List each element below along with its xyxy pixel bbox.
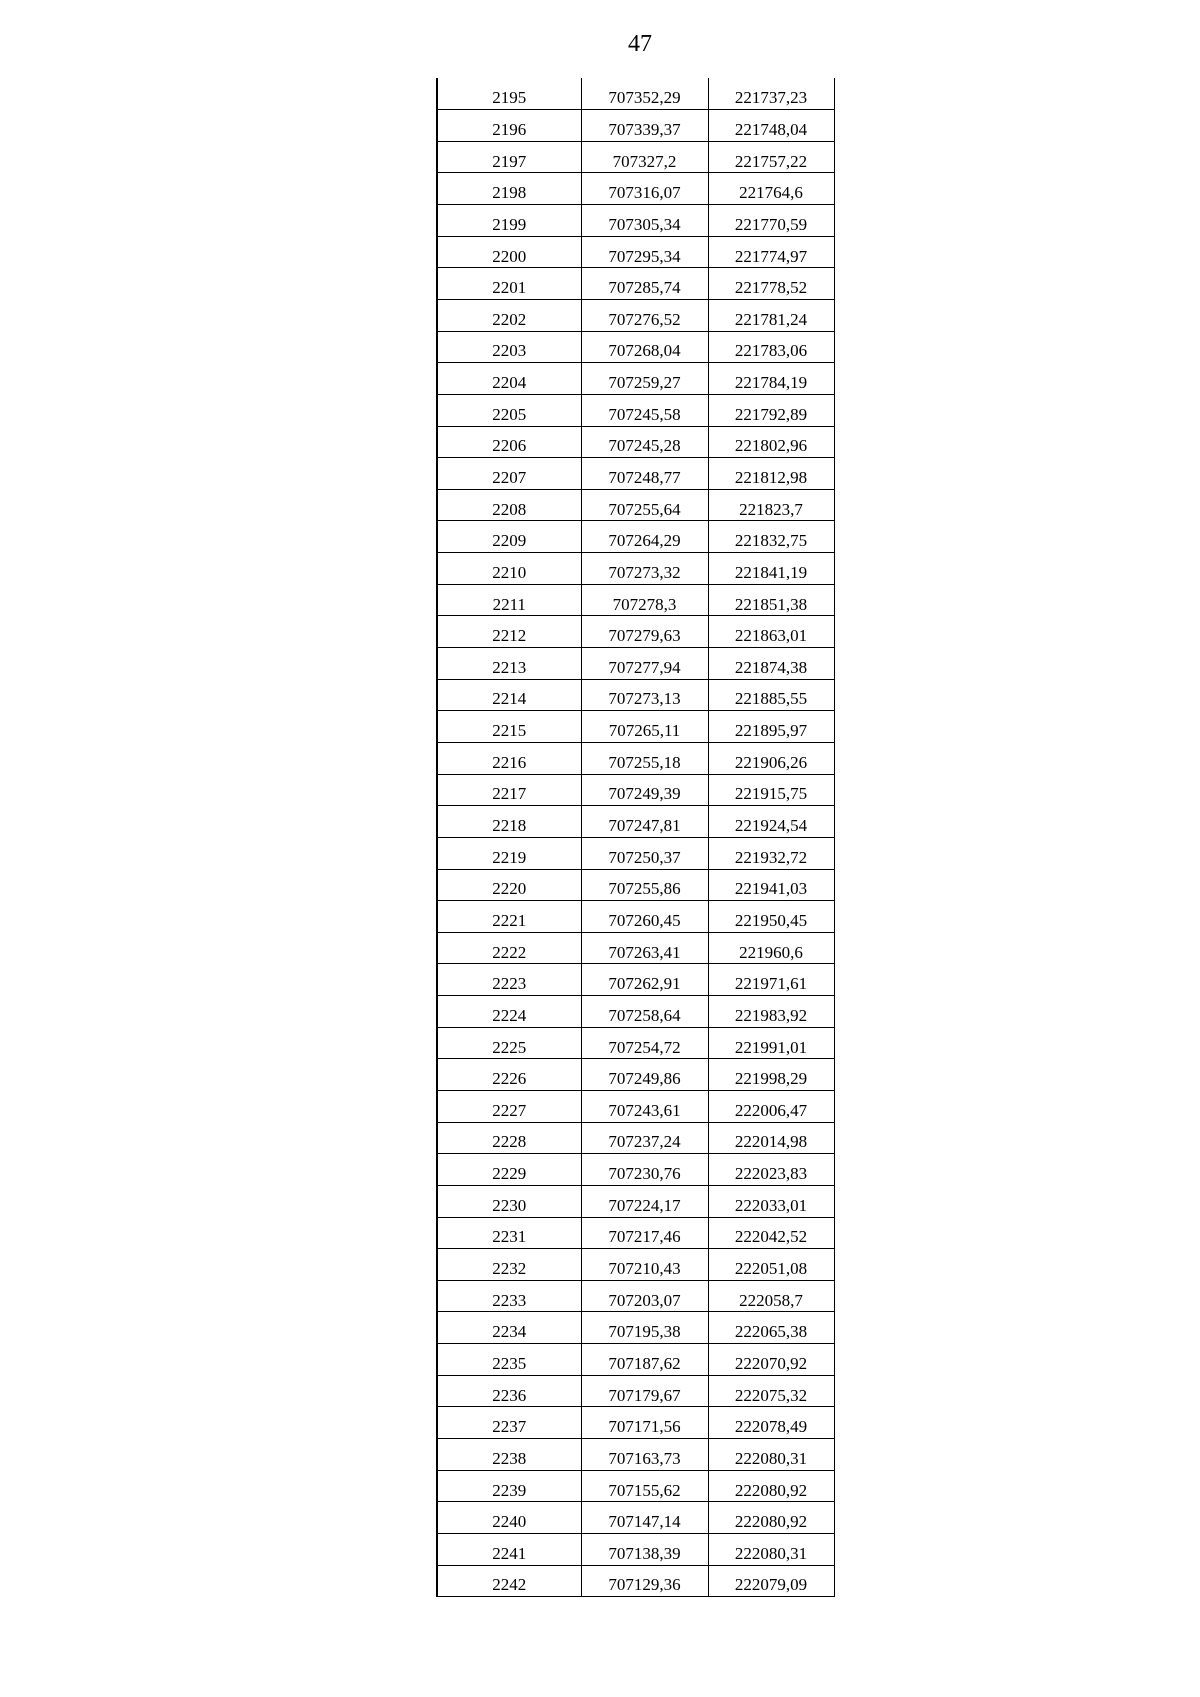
point-number-cell: 2231 (437, 1217, 581, 1249)
x-coordinate-cell: 707285,74 (581, 268, 708, 300)
x-coordinate-cell: 707276,52 (581, 299, 708, 331)
point-number-cell: 2221 (437, 901, 581, 933)
table-row (437, 1407, 834, 1439)
y-coordinate-cell: 222080,92 (708, 1502, 834, 1534)
y-coordinate-cell: 221950,45 (708, 901, 834, 933)
y-coordinate-cell: 222079,09 (708, 1565, 834, 1597)
table-row (437, 1470, 834, 1502)
y-coordinate-cell: 221774,97 (708, 236, 834, 268)
y-coordinate-cell: 221802,96 (708, 426, 834, 458)
table-row (437, 1185, 834, 1217)
y-coordinate-cell: 221770,59 (708, 205, 834, 237)
table-row (437, 331, 834, 363)
x-coordinate-cell: 707268,04 (581, 331, 708, 363)
x-coordinate-cell: 707155,62 (581, 1470, 708, 1502)
y-coordinate-cell: 222075,32 (708, 1375, 834, 1407)
x-coordinate-cell: 707248,77 (581, 458, 708, 490)
coordinates-table-body (437, 78, 834, 1597)
coordinates-table (436, 78, 835, 1597)
point-number-cell: 2212 (437, 616, 581, 648)
table-row (437, 679, 834, 711)
x-coordinate-cell: 707147,14 (581, 1502, 708, 1534)
y-coordinate-cell: 221863,01 (708, 616, 834, 648)
x-coordinate-cell: 707237,24 (581, 1122, 708, 1154)
y-coordinate-cell: 221781,24 (708, 299, 834, 331)
y-coordinate-cell: 221924,54 (708, 806, 834, 838)
table-row (437, 584, 834, 616)
y-coordinate-cell: 221757,22 (708, 141, 834, 173)
x-coordinate-cell: 707217,46 (581, 1217, 708, 1249)
x-coordinate-cell: 707250,37 (581, 837, 708, 869)
y-coordinate-cell: 221748,04 (708, 110, 834, 142)
point-number-cell: 2229 (437, 1154, 581, 1186)
point-number-cell: 2235 (437, 1344, 581, 1376)
table-row (437, 1502, 834, 1534)
table-row (437, 1344, 834, 1376)
table-row (437, 1154, 834, 1186)
x-coordinate-cell: 707179,67 (581, 1375, 708, 1407)
x-coordinate-cell: 707279,63 (581, 616, 708, 648)
y-coordinate-cell: 221832,75 (708, 521, 834, 553)
x-coordinate-cell: 707352,29 (581, 78, 708, 110)
point-number-cell: 2240 (437, 1502, 581, 1534)
point-number-cell: 2198 (437, 173, 581, 205)
x-coordinate-cell: 707316,07 (581, 173, 708, 205)
point-number-cell: 2209 (437, 521, 581, 553)
point-number-cell: 2238 (437, 1439, 581, 1471)
point-number-cell: 2214 (437, 679, 581, 711)
point-number-cell: 2204 (437, 363, 581, 395)
y-coordinate-cell: 222042,52 (708, 1217, 834, 1249)
table-row (437, 489, 834, 521)
y-coordinate-cell: 221812,98 (708, 458, 834, 490)
point-number-cell: 2210 (437, 553, 581, 585)
point-number-cell: 2224 (437, 996, 581, 1028)
y-coordinate-cell: 221841,19 (708, 553, 834, 585)
y-coordinate-cell: 221764,6 (708, 173, 834, 205)
x-coordinate-cell: 707171,56 (581, 1407, 708, 1439)
table-row (437, 1249, 834, 1281)
table-row (437, 458, 834, 490)
point-number-cell: 2202 (437, 299, 581, 331)
x-coordinate-cell: 707163,73 (581, 1439, 708, 1471)
table-row (437, 205, 834, 237)
point-number-cell: 2215 (437, 711, 581, 743)
table-row (437, 932, 834, 964)
x-coordinate-cell: 707224,17 (581, 1185, 708, 1217)
x-coordinate-cell: 707249,39 (581, 774, 708, 806)
point-number-cell: 2237 (437, 1407, 581, 1439)
table-row (437, 964, 834, 996)
x-coordinate-cell: 707259,27 (581, 363, 708, 395)
point-number-cell: 2205 (437, 394, 581, 426)
table-row (437, 110, 834, 142)
table-row (437, 742, 834, 774)
point-number-cell: 2217 (437, 774, 581, 806)
y-coordinate-cell: 221998,29 (708, 1059, 834, 1091)
table-row (437, 173, 834, 205)
table-row (437, 1312, 834, 1344)
y-coordinate-cell: 222065,38 (708, 1312, 834, 1344)
table-row (437, 78, 834, 110)
table-row (437, 1122, 834, 1154)
y-coordinate-cell: 221895,97 (708, 711, 834, 743)
x-coordinate-cell: 707277,94 (581, 648, 708, 680)
table-row (437, 299, 834, 331)
x-coordinate-cell: 707245,28 (581, 426, 708, 458)
table-row (437, 711, 834, 743)
y-coordinate-cell: 221783,06 (708, 331, 834, 363)
x-coordinate-cell: 707187,62 (581, 1344, 708, 1376)
table-row (437, 236, 834, 268)
y-coordinate-cell: 222058,7 (708, 1280, 834, 1312)
x-coordinate-cell: 707255,64 (581, 489, 708, 521)
y-coordinate-cell: 221906,26 (708, 742, 834, 774)
y-coordinate-cell: 221932,72 (708, 837, 834, 869)
table-row (437, 996, 834, 1028)
table-row (437, 1027, 834, 1059)
point-number-cell: 2206 (437, 426, 581, 458)
y-coordinate-cell: 221874,38 (708, 648, 834, 680)
point-number-cell: 2218 (437, 806, 581, 838)
y-coordinate-cell: 222051,08 (708, 1249, 834, 1281)
point-number-cell: 2201 (437, 268, 581, 300)
table-row (437, 1533, 834, 1565)
y-coordinate-cell: 222006,47 (708, 1091, 834, 1123)
y-coordinate-cell: 222023,83 (708, 1154, 834, 1186)
table-row (437, 1217, 834, 1249)
y-coordinate-cell: 221792,89 (708, 394, 834, 426)
x-coordinate-cell: 707260,45 (581, 901, 708, 933)
table-row (437, 553, 834, 585)
table-row (437, 1059, 834, 1091)
point-number-cell: 2226 (437, 1059, 581, 1091)
x-coordinate-cell: 707258,64 (581, 996, 708, 1028)
x-coordinate-cell: 707295,34 (581, 236, 708, 268)
x-coordinate-cell: 707195,38 (581, 1312, 708, 1344)
y-coordinate-cell: 221851,38 (708, 584, 834, 616)
table-row (437, 426, 834, 458)
table-row (437, 806, 834, 838)
table-row (437, 901, 834, 933)
table-row (437, 1280, 834, 1312)
y-coordinate-cell: 221983,92 (708, 996, 834, 1028)
x-coordinate-cell: 707263,41 (581, 932, 708, 964)
y-coordinate-cell: 221823,7 (708, 489, 834, 521)
x-coordinate-cell: 707255,18 (581, 742, 708, 774)
x-coordinate-cell: 707245,58 (581, 394, 708, 426)
point-number-cell: 2239 (437, 1470, 581, 1502)
point-number-cell: 2225 (437, 1027, 581, 1059)
y-coordinate-cell: 221885,55 (708, 679, 834, 711)
table-row (437, 837, 834, 869)
table-row (437, 363, 834, 395)
table-row (437, 869, 834, 901)
point-number-cell: 2230 (437, 1185, 581, 1217)
point-number-cell: 2222 (437, 932, 581, 964)
point-number-cell: 2227 (437, 1091, 581, 1123)
x-coordinate-cell: 707305,34 (581, 205, 708, 237)
point-number-cell: 2197 (437, 141, 581, 173)
x-coordinate-cell: 707339,37 (581, 110, 708, 142)
point-number-cell: 2200 (437, 236, 581, 268)
y-coordinate-cell: 221991,01 (708, 1027, 834, 1059)
point-number-cell: 2211 (437, 584, 581, 616)
point-number-cell: 2234 (437, 1312, 581, 1344)
point-number-cell: 2213 (437, 648, 581, 680)
point-number-cell: 2232 (437, 1249, 581, 1281)
point-number-cell: 2220 (437, 869, 581, 901)
y-coordinate-cell: 221941,03 (708, 869, 834, 901)
x-coordinate-cell: 707255,86 (581, 869, 708, 901)
x-coordinate-cell: 707273,13 (581, 679, 708, 711)
y-coordinate-cell: 222078,49 (708, 1407, 834, 1439)
table-row (437, 141, 834, 173)
x-coordinate-cell: 707249,86 (581, 1059, 708, 1091)
x-coordinate-cell: 707138,39 (581, 1533, 708, 1565)
point-number-cell: 2228 (437, 1122, 581, 1154)
point-number-cell: 2223 (437, 964, 581, 996)
point-number-cell: 2207 (437, 458, 581, 490)
x-coordinate-cell: 707203,07 (581, 1280, 708, 1312)
table-row (437, 616, 834, 648)
y-coordinate-cell: 222014,98 (708, 1122, 834, 1154)
table-row (437, 268, 834, 300)
y-coordinate-cell: 222080,31 (708, 1439, 834, 1471)
page-number: 47 (628, 31, 652, 57)
point-number-cell: 2196 (437, 110, 581, 142)
point-number-cell: 2236 (437, 1375, 581, 1407)
table-row (437, 774, 834, 806)
x-coordinate-cell: 707265,11 (581, 711, 708, 743)
x-coordinate-cell: 707278,3 (581, 584, 708, 616)
x-coordinate-cell: 707247,81 (581, 806, 708, 838)
x-coordinate-cell: 707210,43 (581, 1249, 708, 1281)
table-row (437, 521, 834, 553)
table-row (437, 1375, 834, 1407)
y-coordinate-cell: 221778,52 (708, 268, 834, 300)
point-number-cell: 2241 (437, 1533, 581, 1565)
x-coordinate-cell: 707243,61 (581, 1091, 708, 1123)
y-coordinate-cell: 222080,31 (708, 1533, 834, 1565)
x-coordinate-cell: 707264,29 (581, 521, 708, 553)
y-coordinate-cell: 221737,23 (708, 78, 834, 110)
table-row (437, 1091, 834, 1123)
point-number-cell: 2195 (437, 78, 581, 110)
point-number-cell: 2199 (437, 205, 581, 237)
y-coordinate-cell: 222080,92 (708, 1470, 834, 1502)
y-coordinate-cell: 222033,01 (708, 1185, 834, 1217)
point-number-cell: 2219 (437, 837, 581, 869)
y-coordinate-cell: 222070,92 (708, 1344, 834, 1376)
point-number-cell: 2203 (437, 331, 581, 363)
point-number-cell: 2208 (437, 489, 581, 521)
table-row (437, 1565, 834, 1597)
x-coordinate-cell: 707327,2 (581, 141, 708, 173)
y-coordinate-cell: 221784,19 (708, 363, 834, 395)
x-coordinate-cell: 707129,36 (581, 1565, 708, 1597)
y-coordinate-cell: 221971,61 (708, 964, 834, 996)
y-coordinate-cell: 221915,75 (708, 774, 834, 806)
x-coordinate-cell: 707273,32 (581, 553, 708, 585)
table-row (437, 394, 834, 426)
point-number-cell: 2216 (437, 742, 581, 774)
table-row (437, 648, 834, 680)
x-coordinate-cell: 707254,72 (581, 1027, 708, 1059)
y-coordinate-cell: 221960,6 (708, 932, 834, 964)
x-coordinate-cell: 707230,76 (581, 1154, 708, 1186)
point-number-cell: 2242 (437, 1565, 581, 1597)
point-number-cell: 2233 (437, 1280, 581, 1312)
table-row (437, 1439, 834, 1471)
x-coordinate-cell: 707262,91 (581, 964, 708, 996)
